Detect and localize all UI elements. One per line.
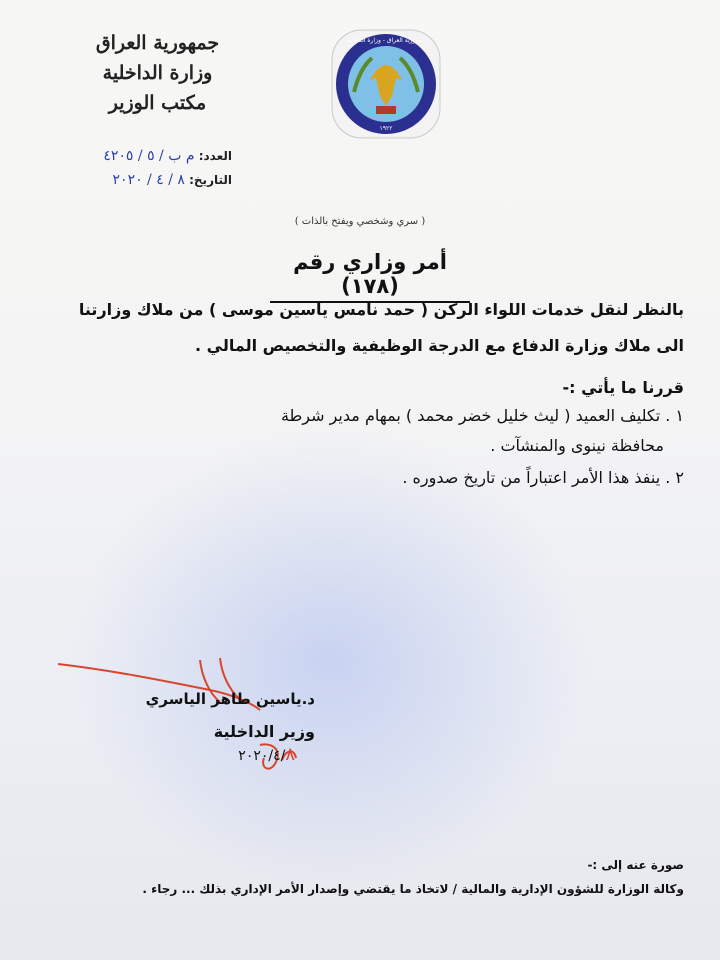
header-ministry: وزارة الداخلية [102,62,213,84]
body-line-2: الى ملاك وزارة الدفاع مع الدرجة الوظيفية والتخصيص المالي . [195,336,684,355]
header-office: مكتب الوزير [108,92,207,114]
reference-date [12,172,232,188]
reference-number [12,148,232,164]
body-line-1: بالنظر لنقل خدمات اللواء الركن ( حمد نامس ياسين موسى ) من ملاك وزارتنا [78,300,684,319]
signatory-name: د.ياسين طاهر الياسري [145,690,315,708]
emblem-text: جمهورية العراق - وزارة الداخلية [346,37,426,44]
reference-number-label: العدد: [198,149,232,163]
order-title-text: أمر وزاري رقم (١٧٨) [270,250,470,303]
order-item-1-line-2: محافظة نينوى والمنشآت . [490,436,664,455]
reference-number-value: م ب / ٥ / ٤٢٠٥ [103,148,195,164]
reference-date-value: ٨ / ٤ / ٢٠٢٠ [112,172,185,188]
reference-date-label: التاريخ: [189,173,232,187]
order-item-1-line-1: ١ . تكليف العميد ( ليث خليل خضر محمد ) بمهام مدير شرطة [280,406,684,425]
order-item-2: ٢ . ينفذ هذا الأمر اعتباراً من تاريخ صدوره . [402,468,684,487]
ministry-emblem-logo [330,28,442,140]
copy-to-line: وكالة الوزارة للشؤون الإدارية والمالية / لاتخاذ ما يقتضي وإصدار الأمر الإداري بذلك ... رجاء . [142,882,684,896]
decision-heading: قررنا ما يأتي :- [562,378,684,397]
confidential-note: ( سري وشخصي ويفتح بالذات ) [294,216,426,227]
copy-to-heading: صورة عنه إلى :- [587,858,684,872]
signature-date-printed: ٢٠٢٠/٤/ [238,748,286,764]
emblem-year: ١٩٢٢ [379,125,393,132]
signature-date-handwritten: ٨ [285,744,295,765]
ministry-header [70,28,245,118]
signatory-title: وزير الداخلية [213,722,315,741]
signature-date [155,744,295,765]
header-country: جمهورية العراق [95,32,220,54]
